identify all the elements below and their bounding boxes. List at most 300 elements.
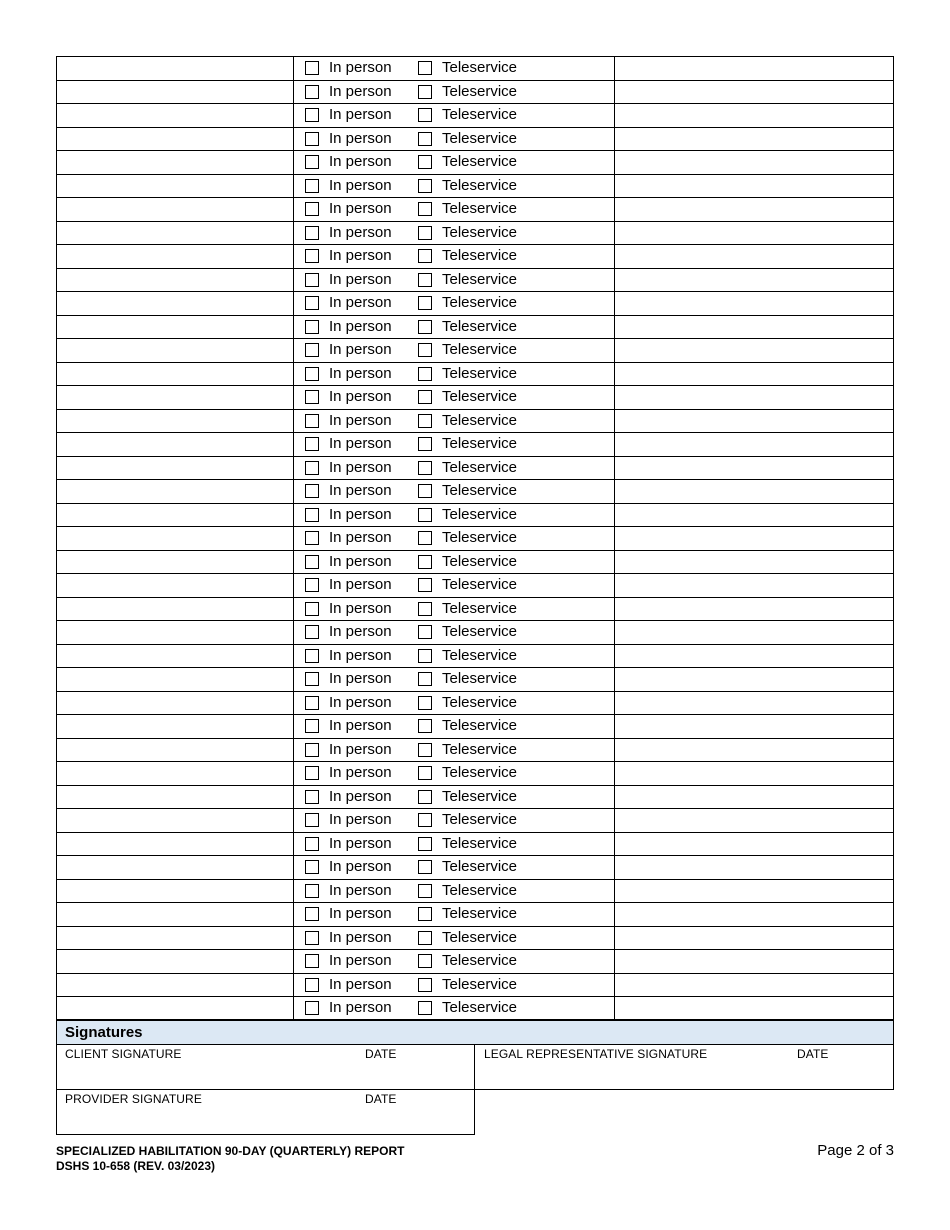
service-notes-cell[interactable] bbox=[615, 527, 893, 550]
service-notes-cell[interactable] bbox=[615, 457, 893, 480]
service-notes-cell[interactable] bbox=[615, 151, 893, 174]
in-person-checkbox[interactable] bbox=[305, 108, 319, 122]
teleservice-checkbox[interactable] bbox=[418, 931, 432, 945]
teleservice-label: Teleservice bbox=[442, 787, 518, 805]
teleservice-checkbox[interactable] bbox=[418, 296, 432, 310]
service-notes-cell[interactable] bbox=[615, 269, 893, 292]
in-person-checkbox[interactable] bbox=[305, 320, 319, 334]
in-person-label: In person bbox=[329, 646, 392, 664]
teleservice-checkbox[interactable] bbox=[418, 578, 432, 592]
service-notes-cell[interactable] bbox=[615, 386, 893, 409]
in-person-label: In person bbox=[329, 176, 392, 194]
service-date-cell[interactable] bbox=[57, 974, 294, 997]
service-date-cell[interactable] bbox=[57, 245, 294, 268]
service-date-cell[interactable] bbox=[57, 668, 294, 691]
in-person-label: In person bbox=[329, 928, 392, 946]
in-person-checkbox[interactable] bbox=[305, 85, 319, 99]
in-person-checkbox[interactable] bbox=[305, 696, 319, 710]
service-date-cell[interactable] bbox=[57, 175, 294, 198]
teleservice-checkbox[interactable] bbox=[418, 461, 432, 475]
teleservice-checkbox[interactable] bbox=[418, 884, 432, 898]
teleservice-label: Teleservice bbox=[442, 576, 518, 593]
service-mode-cell bbox=[294, 339, 615, 362]
teleservice-label: Teleservice bbox=[442, 153, 518, 170]
teleservice-checkbox[interactable] bbox=[418, 414, 432, 428]
service-log-row bbox=[56, 949, 894, 973]
teleservice-checkbox[interactable] bbox=[418, 108, 432, 122]
service-mode-cell bbox=[294, 151, 615, 174]
service-notes-cell[interactable] bbox=[615, 715, 893, 738]
in-person-checkbox[interactable] bbox=[305, 531, 319, 545]
service-notes-cell[interactable] bbox=[615, 363, 893, 386]
teleservice-checkbox[interactable] bbox=[418, 649, 432, 663]
service-notes-cell[interactable] bbox=[615, 81, 893, 104]
in-person-checkbox[interactable] bbox=[305, 672, 319, 686]
teleservice-label: Teleservice bbox=[442, 740, 518, 758]
in-person-label: In person bbox=[329, 388, 392, 405]
in-person-checkbox[interactable] bbox=[305, 202, 319, 216]
service-notes-cell[interactable] bbox=[615, 809, 893, 832]
service-mode-cell bbox=[294, 739, 615, 762]
service-date-cell[interactable] bbox=[57, 504, 294, 527]
service-date-cell[interactable] bbox=[57, 104, 294, 127]
service-notes-cell[interactable] bbox=[615, 645, 893, 668]
service-log-row bbox=[56, 902, 894, 926]
service-date-cell[interactable] bbox=[57, 527, 294, 550]
service-date-cell[interactable] bbox=[57, 809, 294, 832]
service-log-row bbox=[56, 385, 894, 409]
teleservice-checkbox[interactable] bbox=[418, 837, 432, 851]
in-person-label: In person bbox=[329, 106, 392, 123]
teleservice-label: Teleservice bbox=[442, 928, 518, 946]
service-log-row bbox=[56, 714, 894, 738]
in-person-label: In person bbox=[329, 153, 392, 170]
teleservice-label: Teleservice bbox=[442, 717, 518, 734]
in-person-label: In person bbox=[329, 505, 392, 523]
in-person-label: In person bbox=[329, 670, 392, 687]
service-notes-cell[interactable] bbox=[615, 410, 893, 433]
teleservice-label: Teleservice bbox=[442, 623, 518, 640]
service-mode-cell bbox=[294, 222, 615, 245]
in-person-checkbox[interactable] bbox=[305, 226, 319, 240]
service-log-row bbox=[56, 503, 894, 527]
in-person-label: In person bbox=[329, 881, 392, 899]
service-log-row bbox=[56, 573, 894, 597]
service-date-cell[interactable] bbox=[57, 903, 294, 926]
client-signature-date-label: DATE bbox=[365, 1047, 397, 1061]
in-person-checkbox[interactable] bbox=[305, 343, 319, 357]
service-date-cell[interactable] bbox=[57, 410, 294, 433]
teleservice-label: Teleservice bbox=[442, 317, 518, 335]
service-log-row bbox=[56, 667, 894, 691]
form-title: SPECIALIZED HABILITATION 90-DAY (QUARTERLY) REPORT bbox=[56, 1144, 405, 1158]
legal-rep-signature-field[interactable] bbox=[474, 1045, 894, 1090]
service-mode-cell bbox=[294, 81, 615, 104]
service-notes-cell[interactable] bbox=[615, 692, 893, 715]
in-person-checkbox[interactable] bbox=[305, 132, 319, 146]
service-date-cell[interactable] bbox=[57, 363, 294, 386]
teleservice-checkbox[interactable] bbox=[418, 249, 432, 263]
in-person-checkbox[interactable] bbox=[305, 390, 319, 404]
service-date-cell[interactable] bbox=[57, 739, 294, 762]
in-person-checkbox[interactable] bbox=[305, 414, 319, 428]
service-date-cell[interactable] bbox=[57, 833, 294, 856]
service-mode-cell bbox=[294, 433, 615, 456]
in-person-checkbox[interactable] bbox=[305, 367, 319, 381]
teleservice-checkbox[interactable] bbox=[418, 625, 432, 639]
in-person-checkbox[interactable] bbox=[305, 1001, 319, 1015]
service-notes-cell[interactable] bbox=[615, 856, 893, 879]
service-notes-cell[interactable] bbox=[615, 104, 893, 127]
service-date-cell[interactable] bbox=[57, 81, 294, 104]
in-person-label: In person bbox=[329, 59, 392, 76]
service-notes-cell[interactable] bbox=[615, 927, 893, 950]
in-person-checkbox[interactable] bbox=[305, 649, 319, 663]
service-notes-cell[interactable] bbox=[615, 880, 893, 903]
form-number: DSHS 10-658 (REV. 03/2023) bbox=[56, 1159, 215, 1173]
teleservice-checkbox[interactable] bbox=[418, 555, 432, 569]
service-log-row bbox=[56, 244, 894, 268]
in-person-checkbox[interactable] bbox=[305, 437, 319, 451]
teleservice-checkbox[interactable] bbox=[418, 813, 432, 827]
teleservice-checkbox[interactable] bbox=[418, 132, 432, 146]
teleservice-label: Teleservice bbox=[442, 693, 518, 711]
service-log-row bbox=[56, 103, 894, 127]
teleservice-label: Teleservice bbox=[442, 82, 518, 100]
service-log-row bbox=[56, 855, 894, 879]
service-log-row bbox=[56, 526, 894, 550]
legal-rep-signature-label: LEGAL REPRESENTATIVE SIGNATURE bbox=[484, 1047, 708, 1061]
teleservice-checkbox[interactable] bbox=[418, 907, 432, 921]
teleservice-checkbox[interactable] bbox=[418, 367, 432, 381]
service-log-row bbox=[56, 761, 894, 785]
teleservice-label: Teleservice bbox=[442, 129, 518, 147]
service-log-row bbox=[56, 691, 894, 715]
teleservice-label: Teleservice bbox=[442, 646, 518, 664]
in-person-label: In person bbox=[329, 435, 392, 452]
service-notes-cell[interactable] bbox=[615, 339, 893, 362]
teleservice-label: Teleservice bbox=[442, 341, 518, 358]
teleservice-checkbox[interactable] bbox=[418, 226, 432, 240]
service-notes-cell[interactable] bbox=[615, 433, 893, 456]
service-log-row bbox=[56, 268, 894, 292]
service-date-cell[interactable] bbox=[57, 645, 294, 668]
teleservice-checkbox[interactable] bbox=[418, 1001, 432, 1015]
teleservice-label: Teleservice bbox=[442, 552, 518, 570]
service-mode-cell bbox=[294, 245, 615, 268]
service-log-row bbox=[56, 127, 894, 151]
in-person-checkbox[interactable] bbox=[305, 766, 319, 780]
teleservice-checkbox[interactable] bbox=[418, 343, 432, 357]
service-log-row bbox=[56, 362, 894, 386]
service-mode-cell bbox=[294, 762, 615, 785]
service-date-cell[interactable] bbox=[57, 574, 294, 597]
service-mode-cell bbox=[294, 880, 615, 903]
teleservice-checkbox[interactable] bbox=[418, 179, 432, 193]
service-mode-cell bbox=[294, 574, 615, 597]
teleservice-label: Teleservice bbox=[442, 905, 518, 922]
service-log-row bbox=[56, 221, 894, 245]
in-person-checkbox[interactable] bbox=[305, 837, 319, 851]
service-notes-cell[interactable] bbox=[615, 950, 893, 973]
teleservice-checkbox[interactable] bbox=[418, 484, 432, 498]
service-date-cell[interactable] bbox=[57, 269, 294, 292]
in-person-label: In person bbox=[329, 270, 392, 288]
teleservice-label: Teleservice bbox=[442, 834, 518, 852]
service-mode-cell bbox=[294, 128, 615, 151]
teleservice-checkbox[interactable] bbox=[418, 672, 432, 686]
in-person-label: In person bbox=[329, 858, 392, 875]
teleservice-label: Teleservice bbox=[442, 858, 518, 875]
in-person-checkbox[interactable] bbox=[305, 813, 319, 827]
teleservice-checkbox[interactable] bbox=[418, 390, 432, 404]
teleservice-checkbox[interactable] bbox=[418, 602, 432, 616]
service-date-cell[interactable] bbox=[57, 997, 294, 1019]
in-person-checkbox[interactable] bbox=[305, 484, 319, 498]
teleservice-checkbox[interactable] bbox=[418, 437, 432, 451]
teleservice-label: Teleservice bbox=[442, 294, 518, 311]
teleservice-label: Teleservice bbox=[442, 247, 518, 264]
service-date-cell[interactable] bbox=[57, 198, 294, 221]
teleservice-label: Teleservice bbox=[442, 952, 518, 969]
teleservice-label: Teleservice bbox=[442, 270, 518, 288]
service-notes-cell[interactable] bbox=[615, 128, 893, 151]
teleservice-checkbox[interactable] bbox=[418, 954, 432, 968]
in-person-checkbox[interactable] bbox=[305, 273, 319, 287]
service-log-row bbox=[56, 338, 894, 362]
service-notes-cell[interactable] bbox=[615, 739, 893, 762]
service-notes-cell[interactable] bbox=[615, 668, 893, 691]
provider-signature-label: PROVIDER SIGNATURE bbox=[65, 1092, 202, 1106]
service-mode-cell bbox=[294, 833, 615, 856]
teleservice-label: Teleservice bbox=[442, 670, 518, 687]
in-person-checkbox[interactable] bbox=[305, 978, 319, 992]
teleservice-checkbox[interactable] bbox=[418, 743, 432, 757]
service-notes-cell[interactable] bbox=[615, 316, 893, 339]
teleservice-label: Teleservice bbox=[442, 223, 518, 241]
in-person-checkbox[interactable] bbox=[305, 179, 319, 193]
service-log-row bbox=[56, 879, 894, 903]
teleservice-label: Teleservice bbox=[442, 411, 518, 429]
service-notes-cell[interactable] bbox=[615, 504, 893, 527]
service-mode-cell bbox=[294, 809, 615, 832]
service-mode-cell bbox=[294, 104, 615, 127]
service-mode-cell bbox=[294, 363, 615, 386]
provider-signature-field[interactable] bbox=[56, 1089, 475, 1135]
service-log-row bbox=[56, 56, 894, 80]
service-log-row bbox=[56, 832, 894, 856]
service-mode-cell bbox=[294, 598, 615, 621]
teleservice-label: Teleservice bbox=[442, 200, 518, 217]
service-mode-cell bbox=[294, 198, 615, 221]
service-mode-cell bbox=[294, 692, 615, 715]
service-notes-cell[interactable] bbox=[615, 762, 893, 785]
in-person-checkbox[interactable] bbox=[305, 296, 319, 310]
service-date-cell[interactable] bbox=[57, 339, 294, 362]
teleservice-checkbox[interactable] bbox=[418, 508, 432, 522]
teleservice-checkbox[interactable] bbox=[418, 202, 432, 216]
service-mode-cell bbox=[294, 927, 615, 950]
in-person-label: In person bbox=[329, 975, 392, 993]
provider-signature-date-label: DATE bbox=[365, 1092, 397, 1106]
service-date-cell[interactable] bbox=[57, 480, 294, 503]
in-person-label: In person bbox=[329, 764, 392, 781]
teleservice-checkbox[interactable] bbox=[418, 719, 432, 733]
in-person-label: In person bbox=[329, 693, 392, 711]
service-mode-cell bbox=[294, 269, 615, 292]
in-person-label: In person bbox=[329, 552, 392, 570]
service-notes-cell[interactable] bbox=[615, 903, 893, 926]
in-person-checkbox[interactable] bbox=[305, 249, 319, 263]
service-notes-cell[interactable] bbox=[615, 222, 893, 245]
in-person-label: In person bbox=[329, 129, 392, 147]
service-log-row bbox=[56, 80, 894, 104]
service-log-row bbox=[56, 926, 894, 950]
teleservice-label: Teleservice bbox=[442, 999, 518, 1016]
service-mode-cell bbox=[294, 786, 615, 809]
service-date-cell[interactable] bbox=[57, 222, 294, 245]
in-person-checkbox[interactable] bbox=[305, 555, 319, 569]
in-person-checkbox[interactable] bbox=[305, 954, 319, 968]
service-date-cell[interactable] bbox=[57, 128, 294, 151]
service-notes-cell[interactable] bbox=[615, 480, 893, 503]
service-notes-cell[interactable] bbox=[615, 786, 893, 809]
teleservice-label: Teleservice bbox=[442, 176, 518, 194]
in-person-label: In person bbox=[329, 482, 392, 499]
teleservice-checkbox[interactable] bbox=[418, 860, 432, 874]
in-person-checkbox[interactable] bbox=[305, 907, 319, 921]
service-date-cell[interactable] bbox=[57, 880, 294, 903]
in-person-label: In person bbox=[329, 247, 392, 264]
service-notes-cell[interactable] bbox=[615, 598, 893, 621]
in-person-checkbox[interactable] bbox=[305, 743, 319, 757]
service-date-cell[interactable] bbox=[57, 856, 294, 879]
service-date-cell[interactable] bbox=[57, 927, 294, 950]
teleservice-checkbox[interactable] bbox=[418, 696, 432, 710]
service-mode-cell bbox=[294, 645, 615, 668]
service-date-cell[interactable] bbox=[57, 316, 294, 339]
service-date-cell[interactable] bbox=[57, 621, 294, 644]
teleservice-label: Teleservice bbox=[442, 482, 518, 499]
service-notes-cell[interactable] bbox=[615, 833, 893, 856]
service-date-cell[interactable] bbox=[57, 292, 294, 315]
service-date-cell[interactable] bbox=[57, 950, 294, 973]
service-notes-cell[interactable] bbox=[615, 292, 893, 315]
in-person-checkbox[interactable] bbox=[305, 860, 319, 874]
service-mode-cell bbox=[294, 480, 615, 503]
teleservice-label: Teleservice bbox=[442, 106, 518, 123]
service-mode-cell bbox=[294, 856, 615, 879]
in-person-label: In person bbox=[329, 623, 392, 640]
service-mode-cell bbox=[294, 410, 615, 433]
service-date-cell[interactable] bbox=[57, 786, 294, 809]
service-mode-cell bbox=[294, 316, 615, 339]
service-date-cell[interactable] bbox=[57, 598, 294, 621]
in-person-label: In person bbox=[329, 82, 392, 100]
service-mode-cell bbox=[294, 57, 615, 80]
service-log-row bbox=[56, 150, 894, 174]
service-mode-cell bbox=[294, 668, 615, 691]
in-person-label: In person bbox=[329, 294, 392, 311]
service-log-row bbox=[56, 620, 894, 644]
service-mode-cell bbox=[294, 175, 615, 198]
in-person-checkbox[interactable] bbox=[305, 61, 319, 75]
teleservice-checkbox[interactable] bbox=[418, 155, 432, 169]
in-person-checkbox[interactable] bbox=[305, 508, 319, 522]
service-notes-cell[interactable] bbox=[615, 198, 893, 221]
service-notes-cell[interactable] bbox=[615, 175, 893, 198]
in-person-checkbox[interactable] bbox=[305, 602, 319, 616]
service-log-row bbox=[56, 479, 894, 503]
service-date-cell[interactable] bbox=[57, 551, 294, 574]
service-date-cell[interactable] bbox=[57, 762, 294, 785]
service-date-cell[interactable] bbox=[57, 386, 294, 409]
service-date-cell[interactable] bbox=[57, 151, 294, 174]
service-notes-cell[interactable] bbox=[615, 574, 893, 597]
teleservice-label: Teleservice bbox=[442, 505, 518, 523]
in-person-checkbox[interactable] bbox=[305, 155, 319, 169]
in-person-checkbox[interactable] bbox=[305, 931, 319, 945]
in-person-checkbox[interactable] bbox=[305, 625, 319, 639]
teleservice-checkbox[interactable] bbox=[418, 978, 432, 992]
in-person-checkbox[interactable] bbox=[305, 884, 319, 898]
service-date-cell[interactable] bbox=[57, 692, 294, 715]
teleservice-checkbox[interactable] bbox=[418, 61, 432, 75]
service-date-cell[interactable] bbox=[57, 715, 294, 738]
service-date-cell[interactable] bbox=[57, 57, 294, 80]
teleservice-checkbox[interactable] bbox=[418, 766, 432, 780]
teleservice-label: Teleservice bbox=[442, 364, 518, 382]
client-signature-field[interactable] bbox=[56, 1045, 475, 1090]
in-person-checkbox[interactable] bbox=[305, 790, 319, 804]
teleservice-label: Teleservice bbox=[442, 811, 518, 828]
in-person-label: In person bbox=[329, 811, 392, 828]
in-person-label: In person bbox=[329, 364, 392, 382]
in-person-label: In person bbox=[329, 999, 392, 1016]
in-person-checkbox[interactable] bbox=[305, 719, 319, 733]
in-person-label: In person bbox=[329, 576, 392, 593]
service-date-cell[interactable] bbox=[57, 457, 294, 480]
teleservice-checkbox[interactable] bbox=[418, 790, 432, 804]
teleservice-checkbox[interactable] bbox=[418, 273, 432, 287]
in-person-checkbox[interactable] bbox=[305, 578, 319, 592]
service-log-row bbox=[56, 808, 894, 832]
service-notes-cell[interactable] bbox=[615, 974, 893, 997]
teleservice-checkbox[interactable] bbox=[418, 85, 432, 99]
teleservice-label: Teleservice bbox=[442, 764, 518, 781]
teleservice-checkbox[interactable] bbox=[418, 531, 432, 545]
service-notes-cell[interactable] bbox=[615, 621, 893, 644]
service-log-row bbox=[56, 291, 894, 315]
service-date-cell[interactable] bbox=[57, 433, 294, 456]
teleservice-label: Teleservice bbox=[442, 975, 518, 993]
service-notes-cell[interactable] bbox=[615, 57, 893, 80]
service-log-row bbox=[56, 197, 894, 221]
service-mode-cell bbox=[294, 457, 615, 480]
teleservice-label: Teleservice bbox=[442, 388, 518, 405]
in-person-checkbox[interactable] bbox=[305, 461, 319, 475]
service-notes-cell[interactable] bbox=[615, 997, 893, 1019]
service-mode-cell bbox=[294, 950, 615, 973]
service-mode-cell bbox=[294, 551, 615, 574]
teleservice-checkbox[interactable] bbox=[418, 320, 432, 334]
service-notes-cell[interactable] bbox=[615, 551, 893, 574]
in-person-label: In person bbox=[329, 740, 392, 758]
teleservice-label: Teleservice bbox=[442, 458, 518, 476]
in-person-label: In person bbox=[329, 905, 392, 922]
service-notes-cell[interactable] bbox=[615, 245, 893, 268]
teleservice-label: Teleservice bbox=[442, 881, 518, 899]
